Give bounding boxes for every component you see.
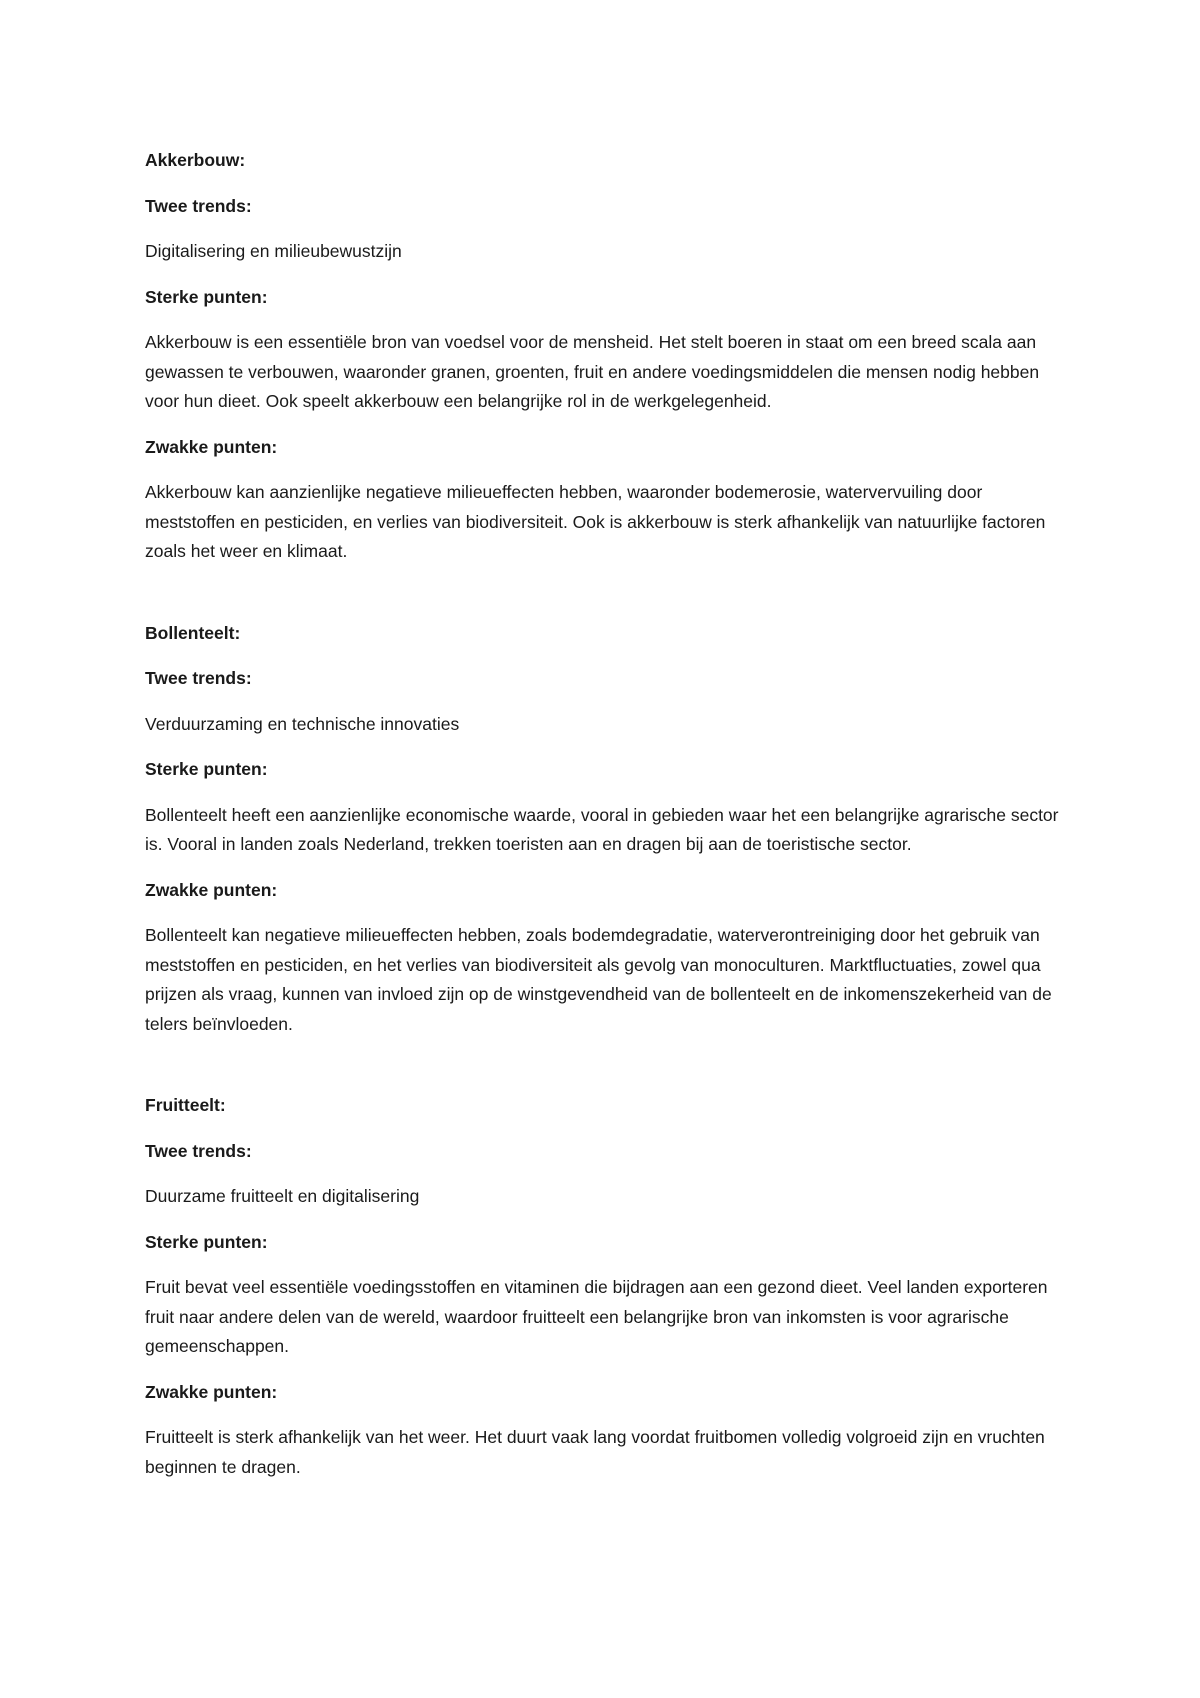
strengths-text: Bollenteelt heeft een aanzienlijke economische waarde, vooral in gebieden waar het een belangrijke agrarische sector is. Vooral in landen zoals Nederland, trekken toeristen aan en dragen bij aan de toeristische sector.	[145, 804, 1059, 854]
section-fruitteelt	[145, 1091, 1060, 1482]
strengths-heading: Sterke punten:	[145, 1231, 268, 1252]
trends-heading: Twee trends:	[145, 668, 252, 688]
strengths-text: Fruit bevat veel essentiële voedingsstoffen en vitaminen die bijdragen aan een gezond dieet. Veel landen exporteren fruit naar andere delen van de wereld, waardoor fruitteelt een belangrijke bron van inkomsten is voor agrarische gemeenschappen.	[145, 1277, 1048, 1356]
section-title: Fruitteelt:	[145, 1095, 226, 1115]
trends-heading: Twee trends:	[145, 1140, 252, 1161]
weaknesses-heading: Zwakke punten:	[145, 1381, 278, 1402]
strengths-text: Akkerbouw is een essentiële bron van voedsel voor de mensheid. Het stelt boeren in staat om een breed scala aan gewassen te verbouwen, waaronder granen, groenten, fruit en andere voedingsmiddelen die mensen nodig hebben voor hun dieet. Ook speelt akkerbouw een belangrijke rol in de werkgelegenheid.	[145, 332, 1040, 411]
weaknesses-text: Bollenteelt kan negatieve milieueffecten hebben, zoals bodemdegradatie, waterverontreiniging door het gebruik van meststoffen en pesticiden, en het verlies van biodiversiteit als gevolg van monoculturen. Marktfluctuaties, zowel qua prijzen als vraag, kunnen van invloed zijn op de winstgevendheid van de bollenteelt en de inkomenszekerheid van de telers beïnvloeden.	[145, 925, 1052, 1034]
trends-text: Duurzame fruitteelt en digitalisering	[145, 1186, 420, 1206]
weaknesses-heading: Zwakke punten:	[145, 436, 278, 457]
weaknesses-text: Akkerbouw kan aanzienlijke negatieve milieueffecten hebben, waaronder bodemerosie, watervervuiling door meststoffen en pesticiden, en verlies van biodiversiteit. Ook is akkerbouw is sterk afhankelijk van natuurlijke factoren zoals het weer en klimaat.	[145, 482, 1046, 561]
strengths-heading: Sterke punten:	[145, 286, 268, 307]
trends-text: Digitalisering en milieubewustzijn	[145, 241, 402, 261]
section-title: Akkerbouw:	[145, 150, 246, 170]
strengths-heading: Sterke punten:	[145, 759, 268, 779]
section-bollenteelt	[145, 619, 1060, 1040]
trends-heading: Twee trends:	[145, 195, 252, 216]
section-akkerbouw	[145, 146, 1060, 567]
trends-text: Verduurzaming en technische innovaties	[145, 713, 460, 734]
weaknesses-text: Fruitteelt is sterk afhankelijk van het weer. Het duurt vaak lang voordat fruitbomen volledig volgroeid zijn en vruchten beginnen te dragen.	[145, 1427, 1045, 1477]
section-title: Bollenteelt:	[145, 622, 241, 643]
weaknesses-heading: Zwakke punten:	[145, 879, 278, 900]
document-body	[145, 146, 1060, 1482]
